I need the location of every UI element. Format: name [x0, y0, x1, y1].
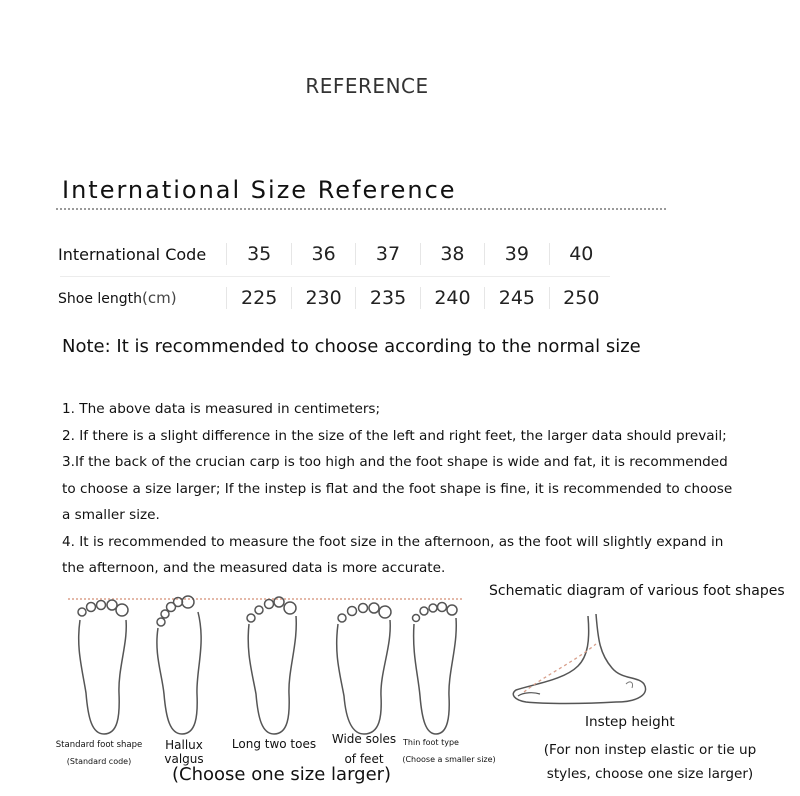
length-row — [58, 276, 613, 320]
page-title: International Size Reference — [62, 176, 457, 204]
wide-soles-foot-icon — [334, 598, 394, 738]
code-cell: 37 — [355, 243, 419, 265]
standard-foot-subcaption: (Standard code) — [66, 757, 132, 766]
size-note: Note: It is recommended to choose according to the normal size — [62, 336, 641, 357]
instep-height-label: Instep height — [585, 714, 675, 730]
length-label-text: Shoe length — [58, 291, 143, 307]
instruction-item: 4. It is recommended to measure the foot size in the afternoon, as the foot will slightly expand in the afternoon, and the measured data is more accurate. — [62, 533, 724, 576]
long-two-toes-caption: Long two toes — [231, 737, 317, 751]
length-cell: 230 — [291, 287, 355, 309]
schematic-title: Schematic diagram of various foot shapes — [489, 583, 785, 599]
thin-foot-caption: Thin foot type — [403, 738, 459, 747]
long-two-toes-foot-icon — [244, 596, 302, 738]
hallux-valgus-foot-icon — [152, 594, 210, 738]
code-row — [58, 232, 613, 276]
length-row-label — [58, 289, 226, 307]
reference-header: REFERENCE — [305, 74, 429, 98]
length-cell: 225 — [226, 287, 290, 309]
table-row-divider — [60, 276, 610, 277]
instruction-item: 3.If the back of the crucian carp is too high and the foot shape is wide and fat, it is recommended to choose a size larger; If the instep is flat and the foot shape is fine, it is recommended to choose a smaller size. — [62, 454, 733, 523]
code-cell: 38 — [420, 243, 484, 265]
instep-side-foot-icon — [504, 610, 664, 710]
code-cell: 35 — [226, 243, 290, 265]
instruction-item: 1. The above data is measured in centimeters; — [62, 401, 381, 417]
standard-foot-icon — [74, 598, 132, 738]
length-cell: 245 — [484, 287, 548, 309]
length-cell: 250 — [549, 287, 613, 309]
code-cell: 39 — [484, 243, 548, 265]
hallux-valgus-caption: Hallux valgus — [164, 738, 204, 766]
length-cell: 235 — [355, 287, 419, 309]
standard-foot-caption: Standard foot shape — [55, 740, 143, 750]
code-cell: 40 — [549, 243, 613, 265]
code-cell: 36 — [291, 243, 355, 265]
length-cell: 240 — [420, 287, 484, 309]
title-divider — [56, 208, 666, 210]
thin-foot-subcaption: (Choose a smaller size) — [402, 755, 496, 764]
wide-soles-caption-line2: of feet — [344, 752, 384, 766]
instep-height-note: (For non instep elastic or tie up styles, choose one size larger) — [543, 742, 757, 782]
instruction-item: 2. If there is a slight difference in the size of the left and right feet, the larger data should prevail; — [62, 427, 727, 444]
choose-larger-note: (Choose one size larger) — [172, 764, 392, 785]
thin-foot-icon — [410, 598, 462, 738]
instructions — [62, 396, 742, 582]
code-row-label: International Code — [58, 244, 207, 264]
wide-soles-caption-line1: Wide soles — [331, 732, 397, 746]
length-unit: (cm) — [142, 289, 177, 307]
